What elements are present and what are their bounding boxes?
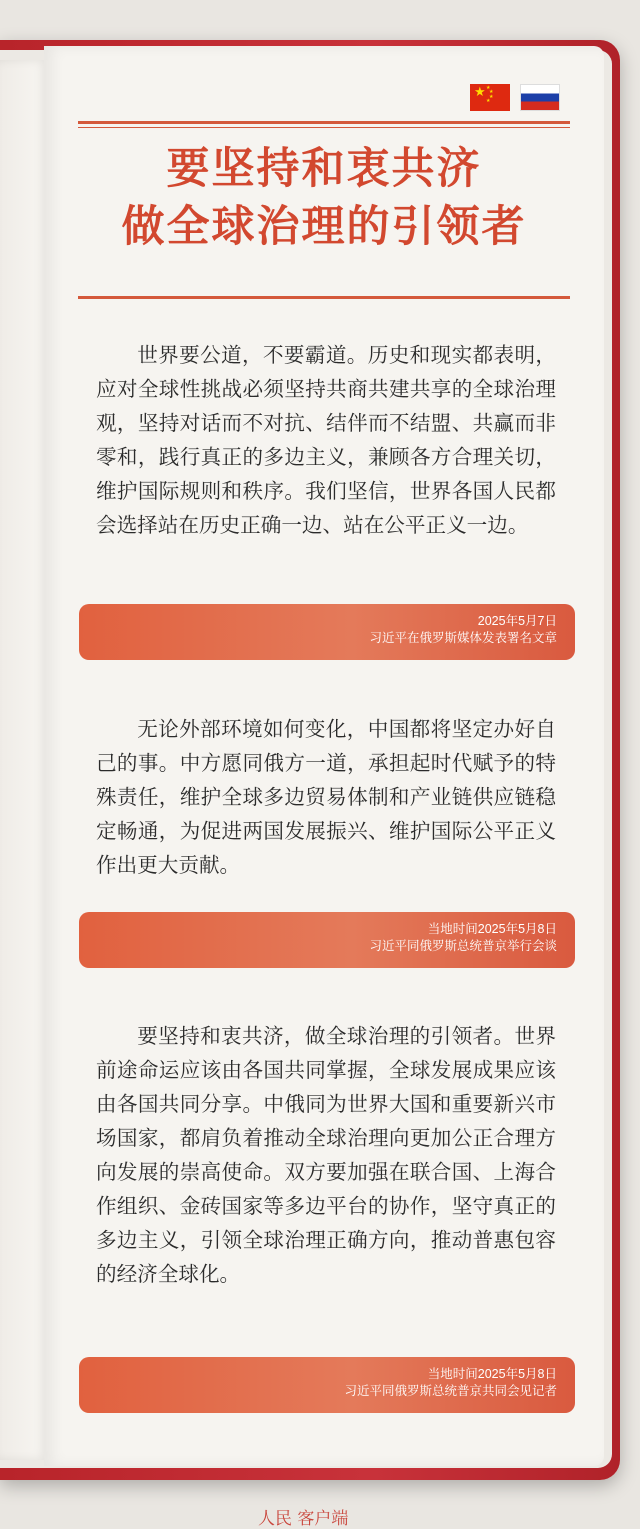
title-line-1: 要坚持和衷共济 xyxy=(166,144,482,194)
quote-paragraph-1: 世界要公道，不要霸道。历史和现实都表明，应对全球性挑战必须坚持共商共建共享的全球治理观，坚持对话而不对抗、结伴而不结盟、共赢而非零和，践行真正的多边主义，兼顾各方合理关切，维护国际规则和秩序。我们坚信，世界各国人民都会选择站在历史正确一边、站在公平正义一边。 xyxy=(96,343,556,537)
left-page xyxy=(0,60,48,1460)
title-top-rule xyxy=(78,121,570,124)
source-bar-3 xyxy=(79,1357,575,1413)
source-bar-1 xyxy=(79,604,575,660)
title-line-2: 做全球治理的引领者 xyxy=(121,202,527,252)
china-flag-icon: ★ ★ ★ ★ ★ xyxy=(470,84,510,111)
source-title: 习近平同俄罗斯总统普京举行会谈 xyxy=(369,939,557,953)
source-bar-2 xyxy=(79,912,575,968)
flags xyxy=(470,84,560,111)
footer-logo: 人民 客户端 xyxy=(258,1509,349,1529)
title-top-rule-thin xyxy=(78,127,570,128)
page-title xyxy=(78,140,570,256)
quote-paragraph-2: 无论外部环境如何变化，中国都将坚定办好自己的事。中方愿同俄方一道，承担起时代赋予的特殊责任，维护全球多边贸易体制和产业链供应链稳定畅通，为促进两国发展振兴、维护国际公平正义作出更大贡献。 xyxy=(96,717,556,877)
source-date: 2025年5月7日 xyxy=(477,614,557,628)
title-bottom-rule xyxy=(78,296,570,299)
quote-paragraph-3: 要坚持和衷共济，做全球治理的引领者。世界前途命运应该由各国共同掌握，全球发展成果应该由各国共同分享。中俄同为世界大国和重要新兴市场国家，都肩负着推动全球治理向更加公正合理方向发展的崇高使命。双方要加强在联合国、上海合作组织、金砖国家等多边平台的协作，坚守真正的多边主义，引领全球治理正确方向，推动普惠包容的经济全球化。 xyxy=(96,1024,556,1286)
source-date: 当地时间2025年5月8日 xyxy=(427,1367,557,1381)
source-title: 习近平在俄罗斯媒体发表署名文章 xyxy=(369,631,557,645)
source-date: 当地时间2025年5月8日 xyxy=(427,922,557,936)
source-title: 习近平同俄罗斯总统普京共同会见记者 xyxy=(344,1384,557,1398)
russia-flag-icon xyxy=(520,84,560,111)
